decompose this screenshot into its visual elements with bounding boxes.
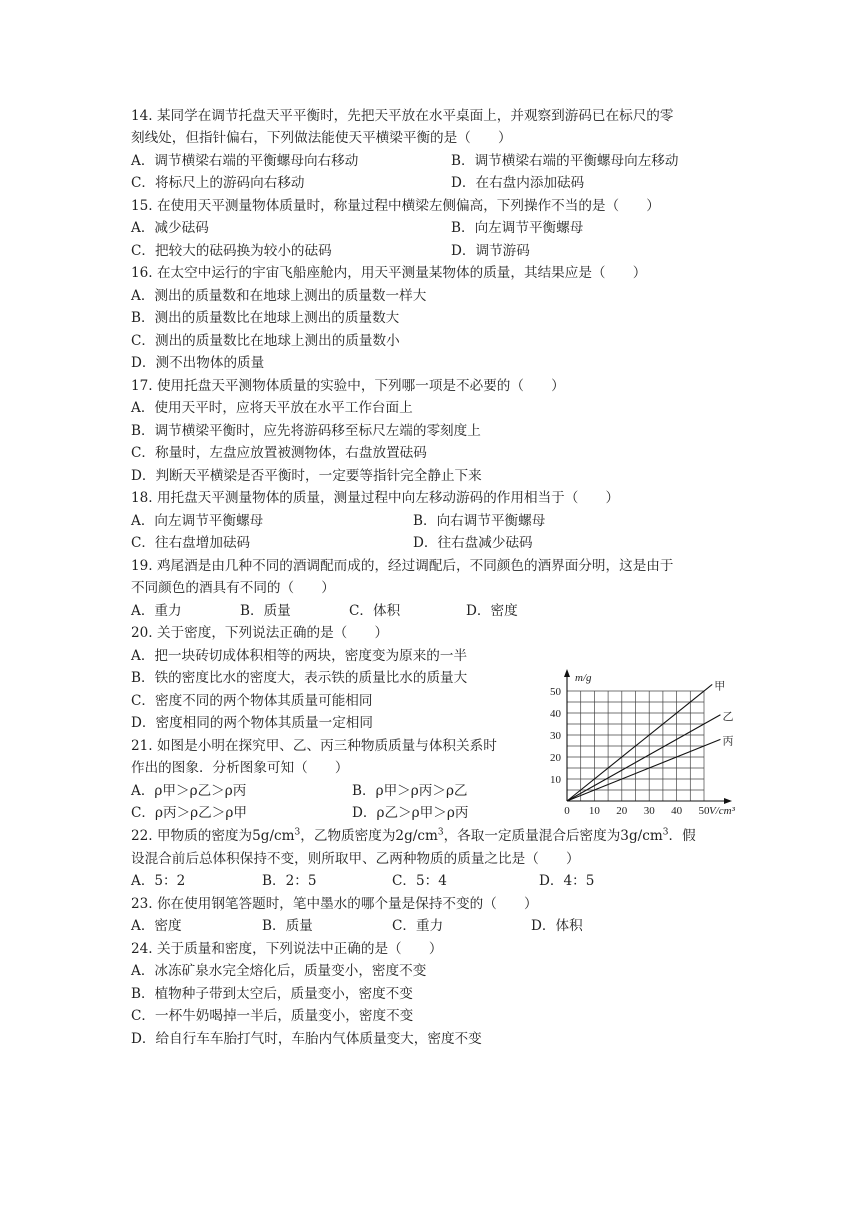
q14-stem-line1: 14. 某同学在调节托盘天平平衡时，先把天平放在水平桌面上，并观察到游码已在标尺的零 [131,108,674,124]
q22-text-part4: ．假 [668,828,696,844]
q16-option-b: B．测出的质量数比在地球上测出的质量数大 [131,310,400,326]
y-tick-label: 20 [550,752,561,764]
q24-option-c: C．一杯牛奶喝掉一半后，质量变小，密度不变 [131,1008,414,1024]
mass-volume-graph [540,668,755,820]
q15-option-d: D．调节游码 [451,243,530,259]
q16-option-c: C．测出的质量数比在地球上测出的质量数小 [131,333,400,349]
q15-option-b: B．向左调节平衡螺母 [451,220,584,236]
q24-option-b: B．植物种子带到太空后，质量变小，密度不变 [131,986,413,1002]
q17-option-a: A．使用天平时，应将天平放在水平工作台面上 [131,400,413,416]
q16-stem: 16. 在太空中运行的宇宙飞船座舱内，用天平测量某物体的质量，其结果应是（ ） [131,265,647,281]
series-label: 甲 [714,680,726,693]
q19-option-c: C．体积 [349,603,401,619]
q22-text-part1: 22. 甲物质的密度为5g/cm [131,828,295,844]
y-tick-label: 10 [550,774,561,786]
q20-stem: 20. 关于密度，下列说法正确的是（ ） [131,625,389,641]
q15-option-c: C．把较大的砝码换为较小的砝码 [131,243,332,259]
q14-stem-line2: 刻线处，但指针偏右，下列做法能使天平横梁平衡的是（ ） [131,130,512,146]
q22-option-a: A．5：2 [131,873,186,889]
q16-option-d: D．测不出物体的质量 [131,355,265,371]
q19-stem-line1: 19. 鸡尾酒是由几种不同的酒调配而成的，经过调配后，不同颜色的酒界面分明，这是由于 [131,558,674,574]
y-tick-label: 50 [550,686,561,698]
q17-option-c: C．称量时，左盘应放置被测物体，右盘放置砝码 [131,445,427,461]
q15-option-a: A．减少砝码 [131,220,209,236]
q14-option-c: C．将标尺上的游码向右移动 [131,175,305,191]
q24-option-a: A．冰冻矿泉水完全熔化后，质量变小，密度不变 [131,963,427,979]
q18-option-a: A．向左调节平衡螺母 [131,513,264,529]
q24-option-d: D．给自行车车胎打气时，车胎内气体质量变大，密度不变 [131,1031,482,1047]
q23-stem: 23. 你在使用钢笔答题时，笔中墨水的哪个量是保持不变的（ ） [131,896,538,912]
q21-option-d: D．ρ乙＞ρ甲＞ρ丙 [352,805,469,821]
x-tick-label: 0 [564,805,570,817]
q14-option-b: B．调节横梁右端的平衡螺母向左移动 [451,153,679,169]
q18-stem: 18. 用托盘天平测量物体的质量，测量过程中向左移动游码的作用相当于（ ） [131,490,620,506]
series-line [567,739,720,801]
x-tick-label: 40 [671,805,683,817]
q22-option-c: C．5：4 [392,873,447,889]
q15-stem: 15. 在使用天平测量物体质量时，称量过程中横梁左侧偏高，下列操作不当的是（ ） [131,198,660,214]
q23-option-c: C．重力 [392,918,444,934]
q17-stem: 17. 使用托盘天平测物体质量的实验中，下列哪一项是不必要的（ ） [131,378,565,394]
q19-option-b: B．质量 [240,603,291,619]
series-line [567,715,720,801]
q24-stem: 24. 关于质量和密度，下列说法中正确的是（ ） [131,941,443,957]
series-label: 丙 [722,735,734,748]
q23-option-b: B．质量 [262,918,313,934]
q20-option-d: D．密度相同的两个物体其质量一定相同 [131,715,373,731]
cube-superscript: 3 [437,827,444,838]
q21-option-b: B．ρ甲＞ρ丙＞ρ乙 [352,783,468,799]
q20-option-c: C．密度不同的两个物体其质量可能相同 [131,693,373,709]
x-tick-label: 30 [643,805,655,817]
cube-superscript: 3 [662,827,669,838]
q17-option-d: D．判断天平横梁是否平衡时，一定要等指针完全静止下来 [131,468,482,484]
q20-option-b: B．铁的密度比水的密度大，表示铁的质量比水的质量大 [131,670,468,686]
x-axis-arrow-icon [724,798,732,804]
q21-option-a: A．ρ甲＞ρ乙＞ρ丙 [131,783,247,799]
q19-option-d: D．密度 [466,603,518,619]
y-tick-label: 30 [550,730,561,742]
q19-option-a: A．重力 [131,603,182,619]
q18-option-c: C．往右盘增加砝码 [131,535,251,551]
cube-superscript: 3 [294,827,301,838]
q22-option-b: B．2：5 [262,873,317,889]
q19-stem-line2: 不同颜色的酒具有不同的（ ） [131,580,335,596]
q16-option-a: A．测出的质量数和在地球上测出的质量数一样大 [131,288,427,304]
x-tick-label: 10 [588,805,600,817]
series-label: 乙 [722,710,734,723]
q22-text-part3: ，各取一定质量混合后密度为3g/cm [443,828,663,844]
y-tick-label: 40 [550,708,561,720]
x-tick-label: 20 [616,805,628,817]
q21-stem-line2: 作出的图象．分析图象可知（ ） [131,760,349,776]
q23-option-a: A．密度 [131,918,182,934]
y-axis-arrow-icon [564,669,570,677]
y-axis-label: m/g [575,672,592,684]
q21-option-c: C．ρ丙＞ρ乙＞ρ甲 [131,805,247,821]
q22-option-d: D．4：5 [539,873,595,889]
q23-option-d: D．体积 [531,918,583,934]
x-tick-label: 50 [698,805,710,817]
x-axis-label: V/cm³ [709,805,735,817]
q22-stem-line1 [131,826,696,846]
q18-option-b: B．向右调节平衡螺母 [413,513,546,529]
q22-stem-line2: 设混合前后总体积保持不变，则所取甲、乙两种物质的质量之比是（ ） [131,851,580,867]
q18-option-d: D．往右盘减少砝码 [413,535,533,551]
q17-option-b: B．调节横梁平衡时，应先将游码移至标尺左端的零刻度上 [131,423,481,439]
q14-option-a: A．调节横梁右端的平衡螺母向右移动 [131,153,359,169]
q14-option-d: D．在右盘内添加砝码 [451,175,585,191]
q22-text-part2: ，乙物质密度为2g/cm [300,828,438,844]
q20-option-a: A．把一块砖切成体积相等的两块，密度变为原来的一半 [131,648,468,664]
q21-stem-line1: 21. 如图是小明在探究甲、乙、丙三种物质质量与体积关系时 [131,738,497,754]
